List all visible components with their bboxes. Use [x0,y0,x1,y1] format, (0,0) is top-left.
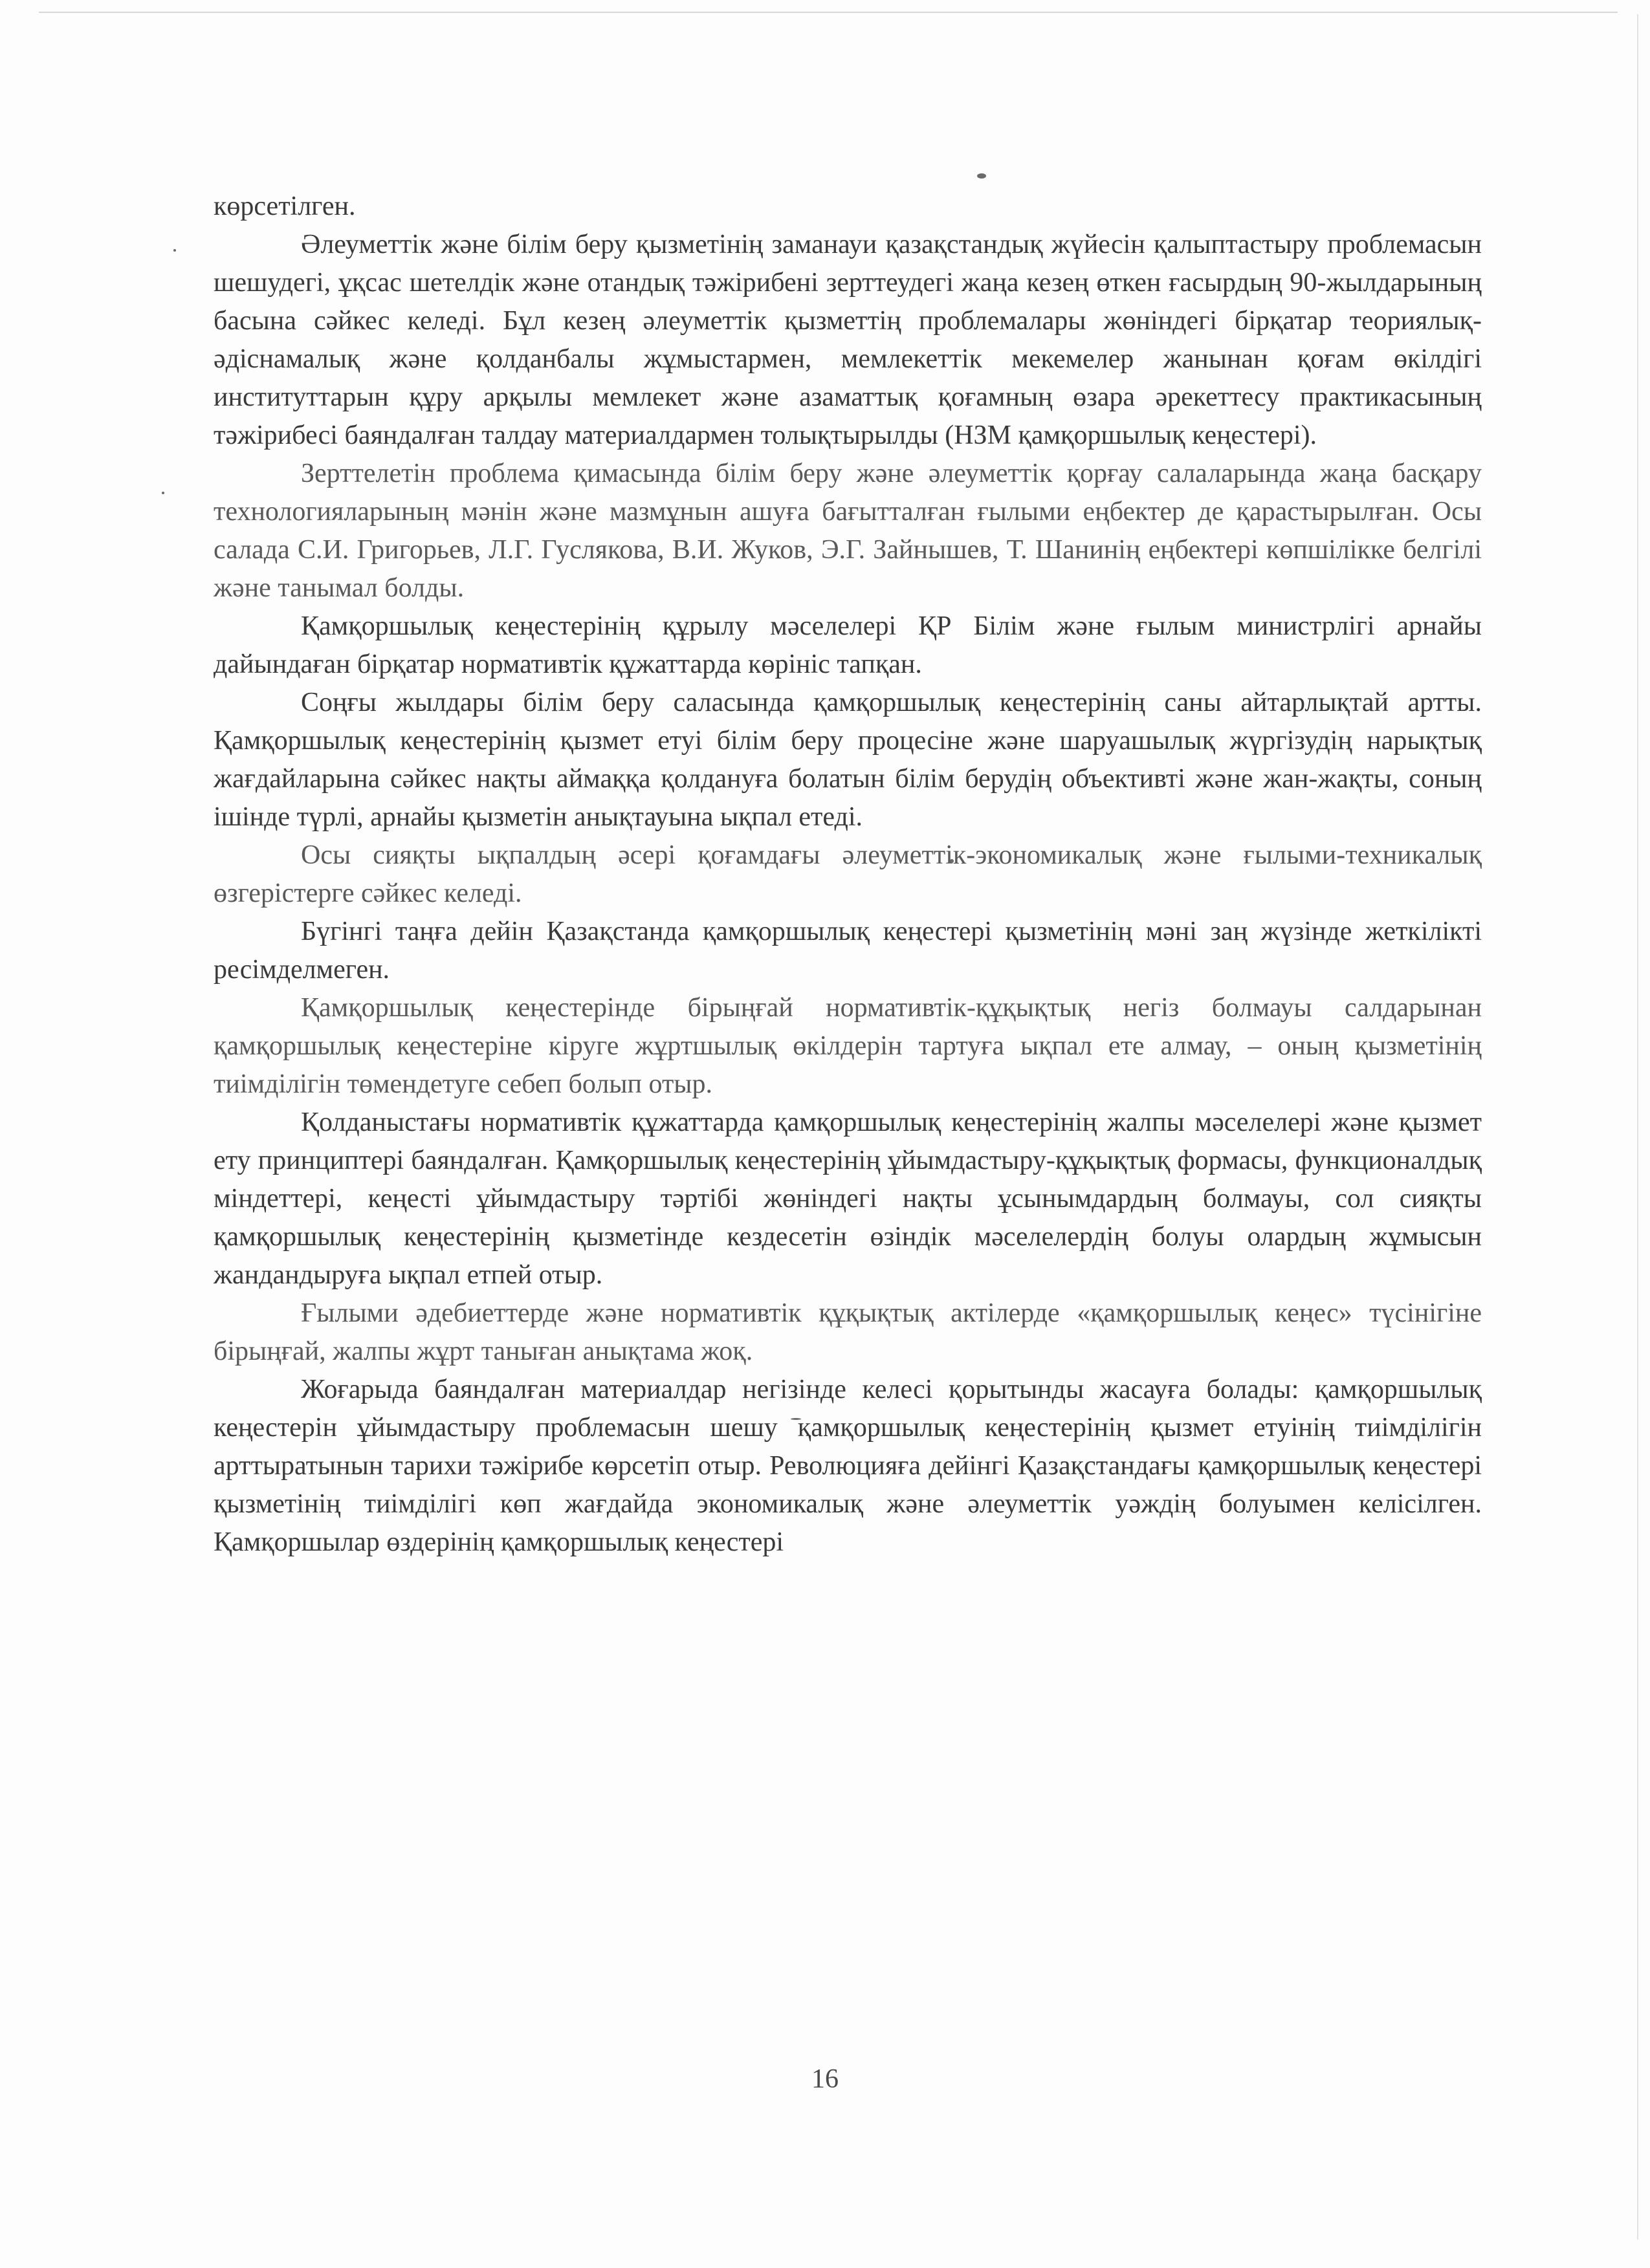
scan-speck [977,173,986,179]
paragraph: Зерттелетін проблема қимасында білім беру және әлеуметтік қорғау салаларында жаңа басқару технологияларының мәнін және мазмұнын ашуға бағытталған ғылыми еңбектер де қарастырылған. Осы салада С.И. Григорьев, Л.Г. Гуслякова, В.И. Жуков, Э.Г. Зайнышев, Т. Шанинің еңбектері көпшілікке белгілі және танымал болды. [214,459,1482,603]
paragraph: Жоғарыда баяндалған материалдар негізінде келесі қорытынды жасауға болады: қамқоршылық кеңестерін ұйымдастыру проблемасын шешу қамқоршылық кеңестерінің қызмет етуінің тиімділігін арттыратынын тарихи тәжірибе көрсетіп отыр. Революцияға дейінгі Қазақстандағы қамқоршылық кеңестері қызметінің тиімділігі көп жағдайда экономикалық және әлеуметтік уәждің болуымен келісілген. Қамқоршылар өздерінің қамқоршылық кеңестері [214,1375,1482,1557]
scan-speck [173,249,176,252]
paragraph: Қамқоршылық кеңестерінің құрылу мәселелері ҚР Білім және ғылым министрлігі арнайы дайындаған бірқатар нормативтік құжаттарда көрініс тапқан. [214,611,1482,679]
paragraph: Қолданыстағы нормативтік құжаттарда қамқоршылық кеңестерінің жалпы мәселелері және қызмет ету принциптері баяндалған. Қамқоршылық кеңестерінің ұйымдастыру-құқықтық формасы, функционалдық міндеттері, кеңесті ұйымдастыру тәртібі жөніндегі нақты ұсынымдардың болмауы, сол сияқты қамқоршылық кеңестерінің қызметінде кездесетін өзіндік мәселелердің болуы олардың жұмысын жандандыруға ықпал етпей отыр. [214,1107,1482,1290]
page-number: 16 [811,2064,839,2094]
scan-speck [162,492,164,494]
paragraph: Бүгінгі таңға дейін Қазақстанда қамқоршылық кеңестері қызметінің мәні заң жүзінде жеткілікті ресімделмеген. [214,917,1482,985]
scan-edge-top [39,12,1618,13]
body-text [214,188,1482,1562]
paragraph: Ғылыми әдебиеттерде және нормативтік құқықтық актілерде «қамқоршылық кеңес» түсінігіне бірыңғай, жалпы жұрт таныған анықтама жоқ. [214,1298,1482,1366]
paragraph: Әлеуметтік және білім беру қызметінің заманауи қазақстандық жүйесін қалыптастыру проблемасын шешудегі, ұқсас шетелдік және отандық тәжірибені зерттеудегі жаңа кезең өткен ғасырдың 90-жылдарының басына сәйкес келеді. Бұл кезең әлеуметтік қызметтің проблемалары жөніндегі бірқатар теориялық-әдіснамалық және қолданбалы жұмыстармен, мемлекеттік мекемелер жанынан қоғам өкілдігі институттарын құру арқылы мемлекет және азаматтық қоғамның өзара әрекеттесу практикасының тәжірибесі баяндалған талдау материалдармен толықтырылды (НЗМ қамқоршылық кеңестері). [214,230,1482,450]
paragraph: Соңғы жылдары білім беру саласында қамқоршылық кеңестерінің саны айтарлықтай артты. Қамқоршылық кеңестерінің қызмет етуі білім беру процесіне және шаруашылық жүргізудің нарықтық жағдайларына сәйкес нақты аймаққа қолдануға болатын білім берудің объективті және жан-жақты, соның ішінде түрлі, арнайы қызметін анықтауына ықпал етеді. [214,688,1482,832]
paragraph: Қамқоршылық кеңестерінде бірыңғай нормативтік-құқықтық негіз болмауы салдарынан қамқоршылық кеңестеріне кіруге жұртшылық өкілдерін тартуға ықпал ете алмау, – оның қызметінің тиімділігін төмендетуге себеп болып отыр. [214,993,1482,1099]
scan-edge-right [1637,14,1638,2240]
paragraph: Осы сияқты ықпалдың әсері қоғамдағы әлеуметтік-экономикалық және ғылыми-техникалық өзгерістерге сәйкес келеді. [214,840,1482,908]
paragraph: көрсетілген. [214,191,356,221]
